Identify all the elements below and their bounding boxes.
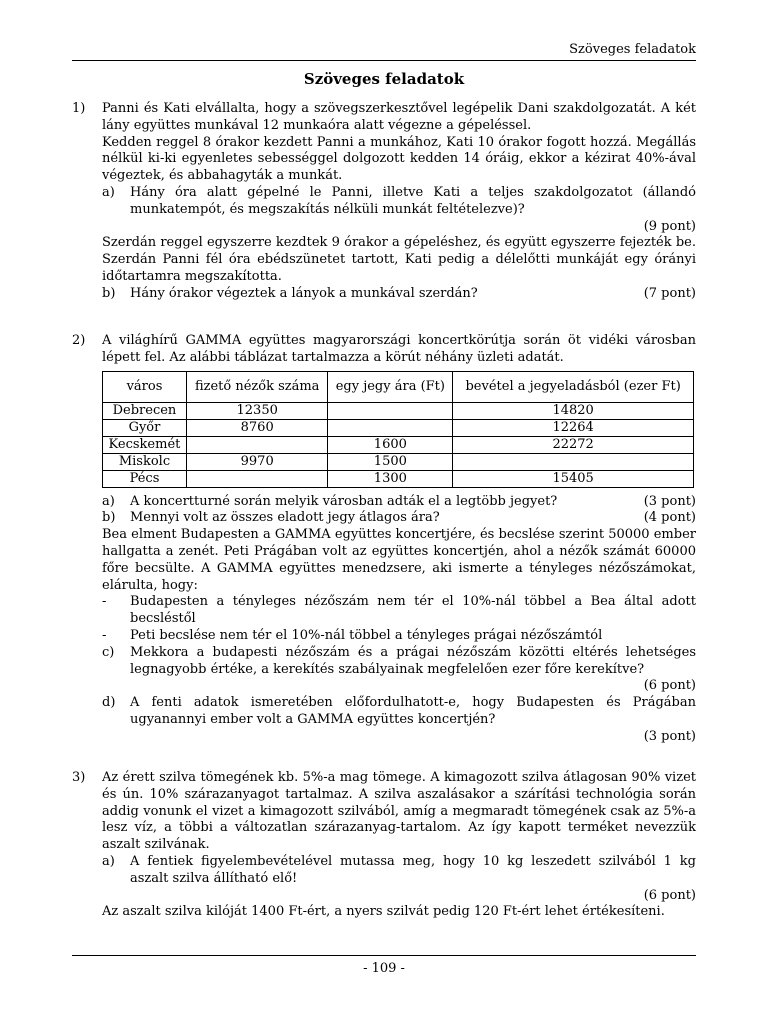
bullet-mark: - [102,594,107,610]
table-cell: 8760 [186,419,328,436]
table-cell: 22272 [453,436,694,453]
subquestion-a [102,494,696,511]
table-cell [328,402,453,419]
subquestion-points: (3 pont) [643,728,696,744]
problem-1 [72,101,696,303]
table-cell [453,453,694,470]
subquestion-label: b) [102,285,116,301]
subquestion-text: Hány órakor végeztek a lányok a munkával szerdán? [130,285,478,301]
problem-3 [72,770,696,921]
subquestion-text: A fentiek figyelembevételével mutassa meg, hogy 10 kg leszedett szilvából 1 kg aszalt szilva állítható elő! [130,853,696,886]
page-number: - 109 - [72,955,696,980]
problem-body [102,101,696,303]
table-row [103,470,694,487]
subquestion-points: (4 pont) [643,510,696,526]
table-cell: 9970 [186,453,328,470]
problem-paragraph: Kedden reggel 8 órakor kezdett Panni a munkához, Kati 10 órakor fogott hozzá. Megállás nélkül ki-ki egyenletes sebességgel dolgozott kedden 14 óráig, ekkor a kézirat 40%-ával végeztek, és abbahagyták a munkát. [102,134,696,184]
column-header-revenue: bevétel a jegyeladásból (ezer Ft) [453,371,694,402]
subquestion-text: Mennyi volt az összes eladott jegy átlagos ára? [130,510,440,526]
subquestion-label: c) [102,644,115,660]
bullet-item [102,628,696,645]
subquestion-text: Hány óra alatt gépelné le Panni, illetve Kati a teljes szakdolgozatot (állandó munkatempót, és megszakítás nélküli munkát feltételezve)? [130,184,696,217]
subquestion-text: A fenti adatok ismeretében előfordulhatott-e, hogy Budapesten és Prágában ugyanannyi ember volt a GAMMA együttes koncertjén? [130,695,696,727]
problem-body [102,333,696,746]
column-header-ticket-price: egy jegy ára (Ft) [328,371,453,402]
subquestion-points: (3 pont) [643,493,696,509]
bullet-item [102,594,696,628]
table-cell: 1300 [328,470,453,487]
bullet-text: Peti becslése nem tér el 10%-nál többel a tényleges prágai nézőszámtól [130,627,603,643]
problem-body [102,770,696,921]
table-cell: 1600 [328,436,453,453]
problem-paragraph: Szerdán reggel egyszerre kezdtek 9 órakor a gépeléshez, és együtt egyszerre fejezték be. Szerdán Panni fél óra ebédszünetet tartott, Kati pedig a délelőtti munkáját egy órányi időtartamra megszakította. [102,235,696,284]
subquestion-label: d) [102,695,116,711]
table-cell [328,419,453,436]
subquestion-points: (6 pont) [643,678,696,694]
table-header-row [103,371,694,402]
table-row [103,436,694,453]
problem-intro: A világhírű GAMMA együttes magyarországi koncertkörútja során öt vidéki városban lépett fel. Az alábbi táblázat tartalmazza a körút néhány üzleti adatát. [102,333,696,365]
table-cell: Győr [103,419,187,436]
subquestion-b [102,286,696,303]
subquestion-label: a) [102,853,115,869]
table-row [103,402,694,419]
table-row [103,453,694,470]
table-cell: 12350 [186,402,328,419]
table-cell: Pécs [103,470,187,487]
problem-intro: Panni és Kati elvállalta, hogy a szövegszerkesztővel legépelik Dani szakdolgozatát. A két lány együttes munkával 12 munkaóra alatt végezne a gépeléssel. [102,101,696,133]
subquestion-d [102,695,696,745]
subquestion-b [102,510,696,527]
subquestion-a [102,185,696,235]
table-cell: Kecskemét [103,436,187,453]
table-cell [186,470,328,487]
column-header-paying-audience: fizető nézők száma [186,371,328,402]
problem-intro: Az érett szilva tömegének kb. 5%-a mag tömege. A kimagozott szilva átlagosan 90% vizet és ún. 10% szárazanyagot tartalmaz. A szilva aszalásakor a szárítási technológia során addig vonunk el vizet a kimagozott szilvából, amíg a megmaradt tömegének csak az 5%-a lesz víz, a többi a változatlan szárazanyag-tartalom. Az így kapott terméket nevezzük aszalt szilvának. [102,770,696,853]
subquestion-label: a) [102,184,115,200]
bullet-text: Budapesten a tényleges nézőszám nem tér el 10%-nál többel a Bea által adott becsléstől [130,594,696,627]
subquestion-points: (7 pont) [643,285,696,301]
problem-number: 2) [72,333,86,348]
subquestion-text: Mekkora a budapesti nézőszám és a prágai nézőszám közötti eltérés lehetséges legnagyobb értéke, a kerekítés szabályainak megfelelően ezer főre kerekítve? [130,644,696,677]
subquestion-label: a) [102,493,115,509]
problem-paragraph: Bea elment Budapesten a GAMMA együttes koncertjére, és becslése szerint 50000 ember hallgatta a zenét. Peti Prágában volt az együttes koncertjén, ahol a nézők számát 60000 főre becsülte. A GAMMA együttes menedzsere, aki ismerte a tényleges nézőszámokat, elárulta, hogy: [102,527,696,593]
subquestion-points: (9 pont) [643,218,696,234]
subquestion-a [102,854,696,904]
table-cell [186,436,328,453]
table-row [103,419,694,436]
subquestion-text: A koncertturné során melyik városban adták el a legtöbb jegyet? [130,493,558,509]
table-cell: Debrecen [103,402,187,419]
problem-number: 1) [72,101,86,116]
table-cell: 12264 [453,419,694,436]
subquestion-c [102,645,696,695]
table-cell: 15405 [453,470,694,487]
subquestion-points: (6 pont) [643,887,696,903]
table-cell: Miskolc [103,453,187,470]
problem-number: 3) [72,770,86,785]
problem-2 [72,333,696,746]
running-header: Szöveges feladatok [72,40,696,61]
page-title: Szöveges feladatok [303,70,465,88]
table-cell: 14820 [453,402,694,419]
subquestion-label: b) [102,510,116,526]
problem-paragraph: Az aszalt szilva kilóját 1400 Ft-ért, a nyers szilvát pedig 120 Ft-ért lehet értékesíteni. [102,904,665,920]
bullet-mark: - [102,627,107,643]
table-cell: 1500 [328,453,453,470]
column-header-city: város [103,371,187,402]
concert-data-table [102,371,694,488]
